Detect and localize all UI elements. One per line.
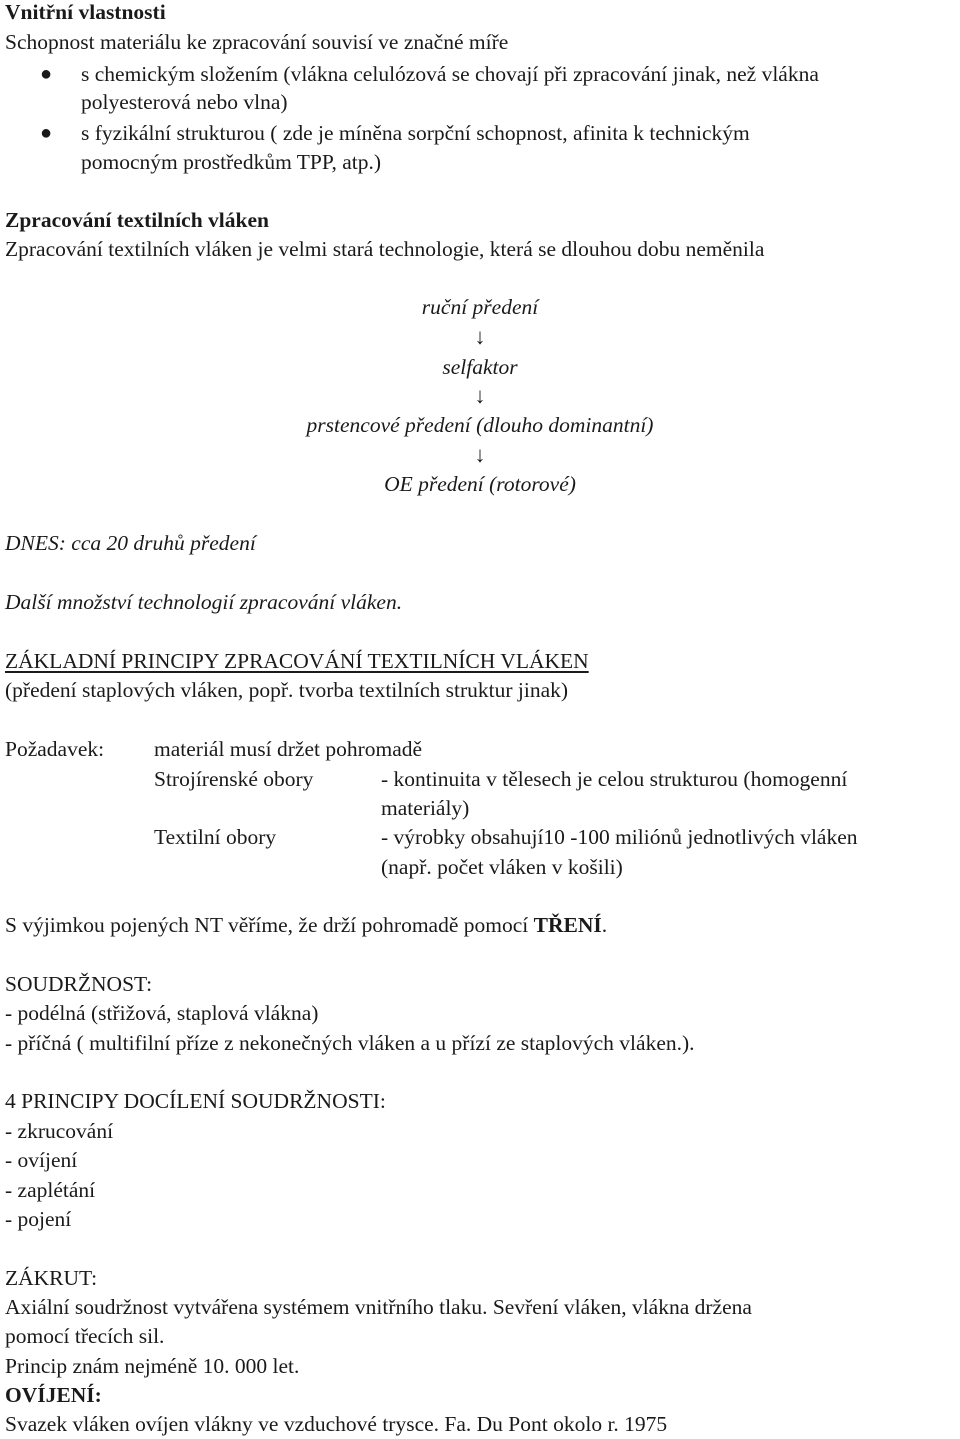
heading-soudrznost: SOUDRŽNOST:: [5, 972, 153, 996]
flow-step-3: prstencové předení (dlouho dominantní): [306, 413, 654, 437]
row-label-strojirenske: Strojírenské obory: [154, 767, 314, 791]
friction-sentence: [5, 910, 607, 940]
down-arrow-icon: ↓: [474, 324, 486, 349]
intro-paragraph: Schopnost materiálu ke zpracování souvisí ve značné míře: [5, 30, 509, 54]
flow-step-2: selfaktor: [442, 355, 518, 379]
zpracovani-intro: Zpracování textilních vláken je velmi stará technologie, která se dlouhou dobu neměnila: [5, 237, 765, 261]
flow-step-4: OE předení (rotorové): [384, 472, 576, 496]
friction-text: S výjimkou pojených NT věříme, že drží pohromadě pomocí: [5, 913, 534, 937]
zakrut-line-1: Axiální soudržnost vytvářena systémem vnitřního tlaku. Sevření vláken, vlákna držena: [5, 1295, 752, 1319]
principle-item-2: - ovíjení: [5, 1148, 78, 1172]
principy-subtitle: (předení staplových vláken, popř. tvorba textilních struktur jinak): [5, 678, 569, 702]
bullet-icon: ●: [40, 63, 53, 85]
dnes-note: DNES: cca 20 druhů předení: [5, 531, 256, 555]
heading-zakrut: ZÁKRUT:: [5, 1266, 98, 1290]
dalsi-note: Další množství technologií zpracování vláken.: [5, 590, 403, 614]
heading-zakladni-principy: ZÁKLADNÍ PRINCIPY ZPRACOVÁNÍ TEXTILNÍCH VLÁKEN: [5, 649, 589, 673]
zakrut-line-3: Princip znám nejméně 10. 000 let.: [5, 1354, 300, 1378]
principle-item-3: - zaplétání: [5, 1178, 96, 1202]
heading-4-principy: 4 PRINCIPY DOCÍLENÍ SOUDRŽNOSTI:: [5, 1089, 386, 1113]
soudrznost-item-2: - příčná ( multifilní příze z nekonečných vláken a u přízí ze staplových vláken.).: [5, 1031, 695, 1055]
down-arrow-icon: ↓: [474, 442, 486, 467]
friction-keyword: TŘENÍ: [533, 913, 602, 937]
row-text-textilni-2: (např. počet vláken v košili): [381, 855, 623, 879]
heading-ovijeni: OVÍJENÍ:: [5, 1383, 102, 1407]
heading-zpracovani: Zpracování textilních vláken: [5, 208, 269, 232]
bullet-2-line-2: pomocným prostředkům TPP, atp.): [81, 150, 381, 174]
zakrut-line-2: pomocí třecích sil.: [5, 1324, 165, 1348]
bullet-icon: ●: [40, 122, 53, 144]
row-text-strojirenske-1: - kontinuita v tělesech je celou strukturou (homogenní: [381, 767, 848, 791]
heading-vnitrni-vlastnosti: Vnitřní vlastnosti: [5, 0, 166, 24]
flow-step-1: ruční předení: [421, 295, 539, 319]
pozadavek-text: materiál musí držet pohromadě: [154, 737, 423, 761]
down-arrow-icon: ↓: [474, 383, 486, 408]
row-text-textilni-1: - výrobky obsahují10 -100 miliónů jednotlivých vláken: [381, 825, 858, 849]
pozadavek-label: Požadavek:: [5, 737, 105, 761]
principle-item-1: - zkrucování: [5, 1119, 114, 1143]
bullet-2-line-1: s fyzikální strukturou ( zde je míněna sorpční schopnost, afinita k technickým: [81, 121, 750, 145]
row-label-textilni: Textilní obory: [154, 825, 277, 849]
bullet-1-line-1: s chemickým složením (vlákna celulózová se chovají při zpracování jinak, než vlákna: [81, 62, 819, 86]
soudrznost-item-1: - podélná (střižová, staplová vlákna): [5, 1001, 319, 1025]
friction-end: .: [601, 913, 608, 937]
row-text-strojirenske-2: materiály): [381, 796, 470, 820]
bullet-1-line-2: polyesterová nebo vlna): [81, 90, 288, 114]
ovijeni-line-1: Svazek vláken ovíjen vlákny ve vzduchové trysce. Fa. Du Pont okolo r. 1975: [5, 1412, 668, 1436]
principle-item-4: - pojení: [5, 1207, 72, 1231]
